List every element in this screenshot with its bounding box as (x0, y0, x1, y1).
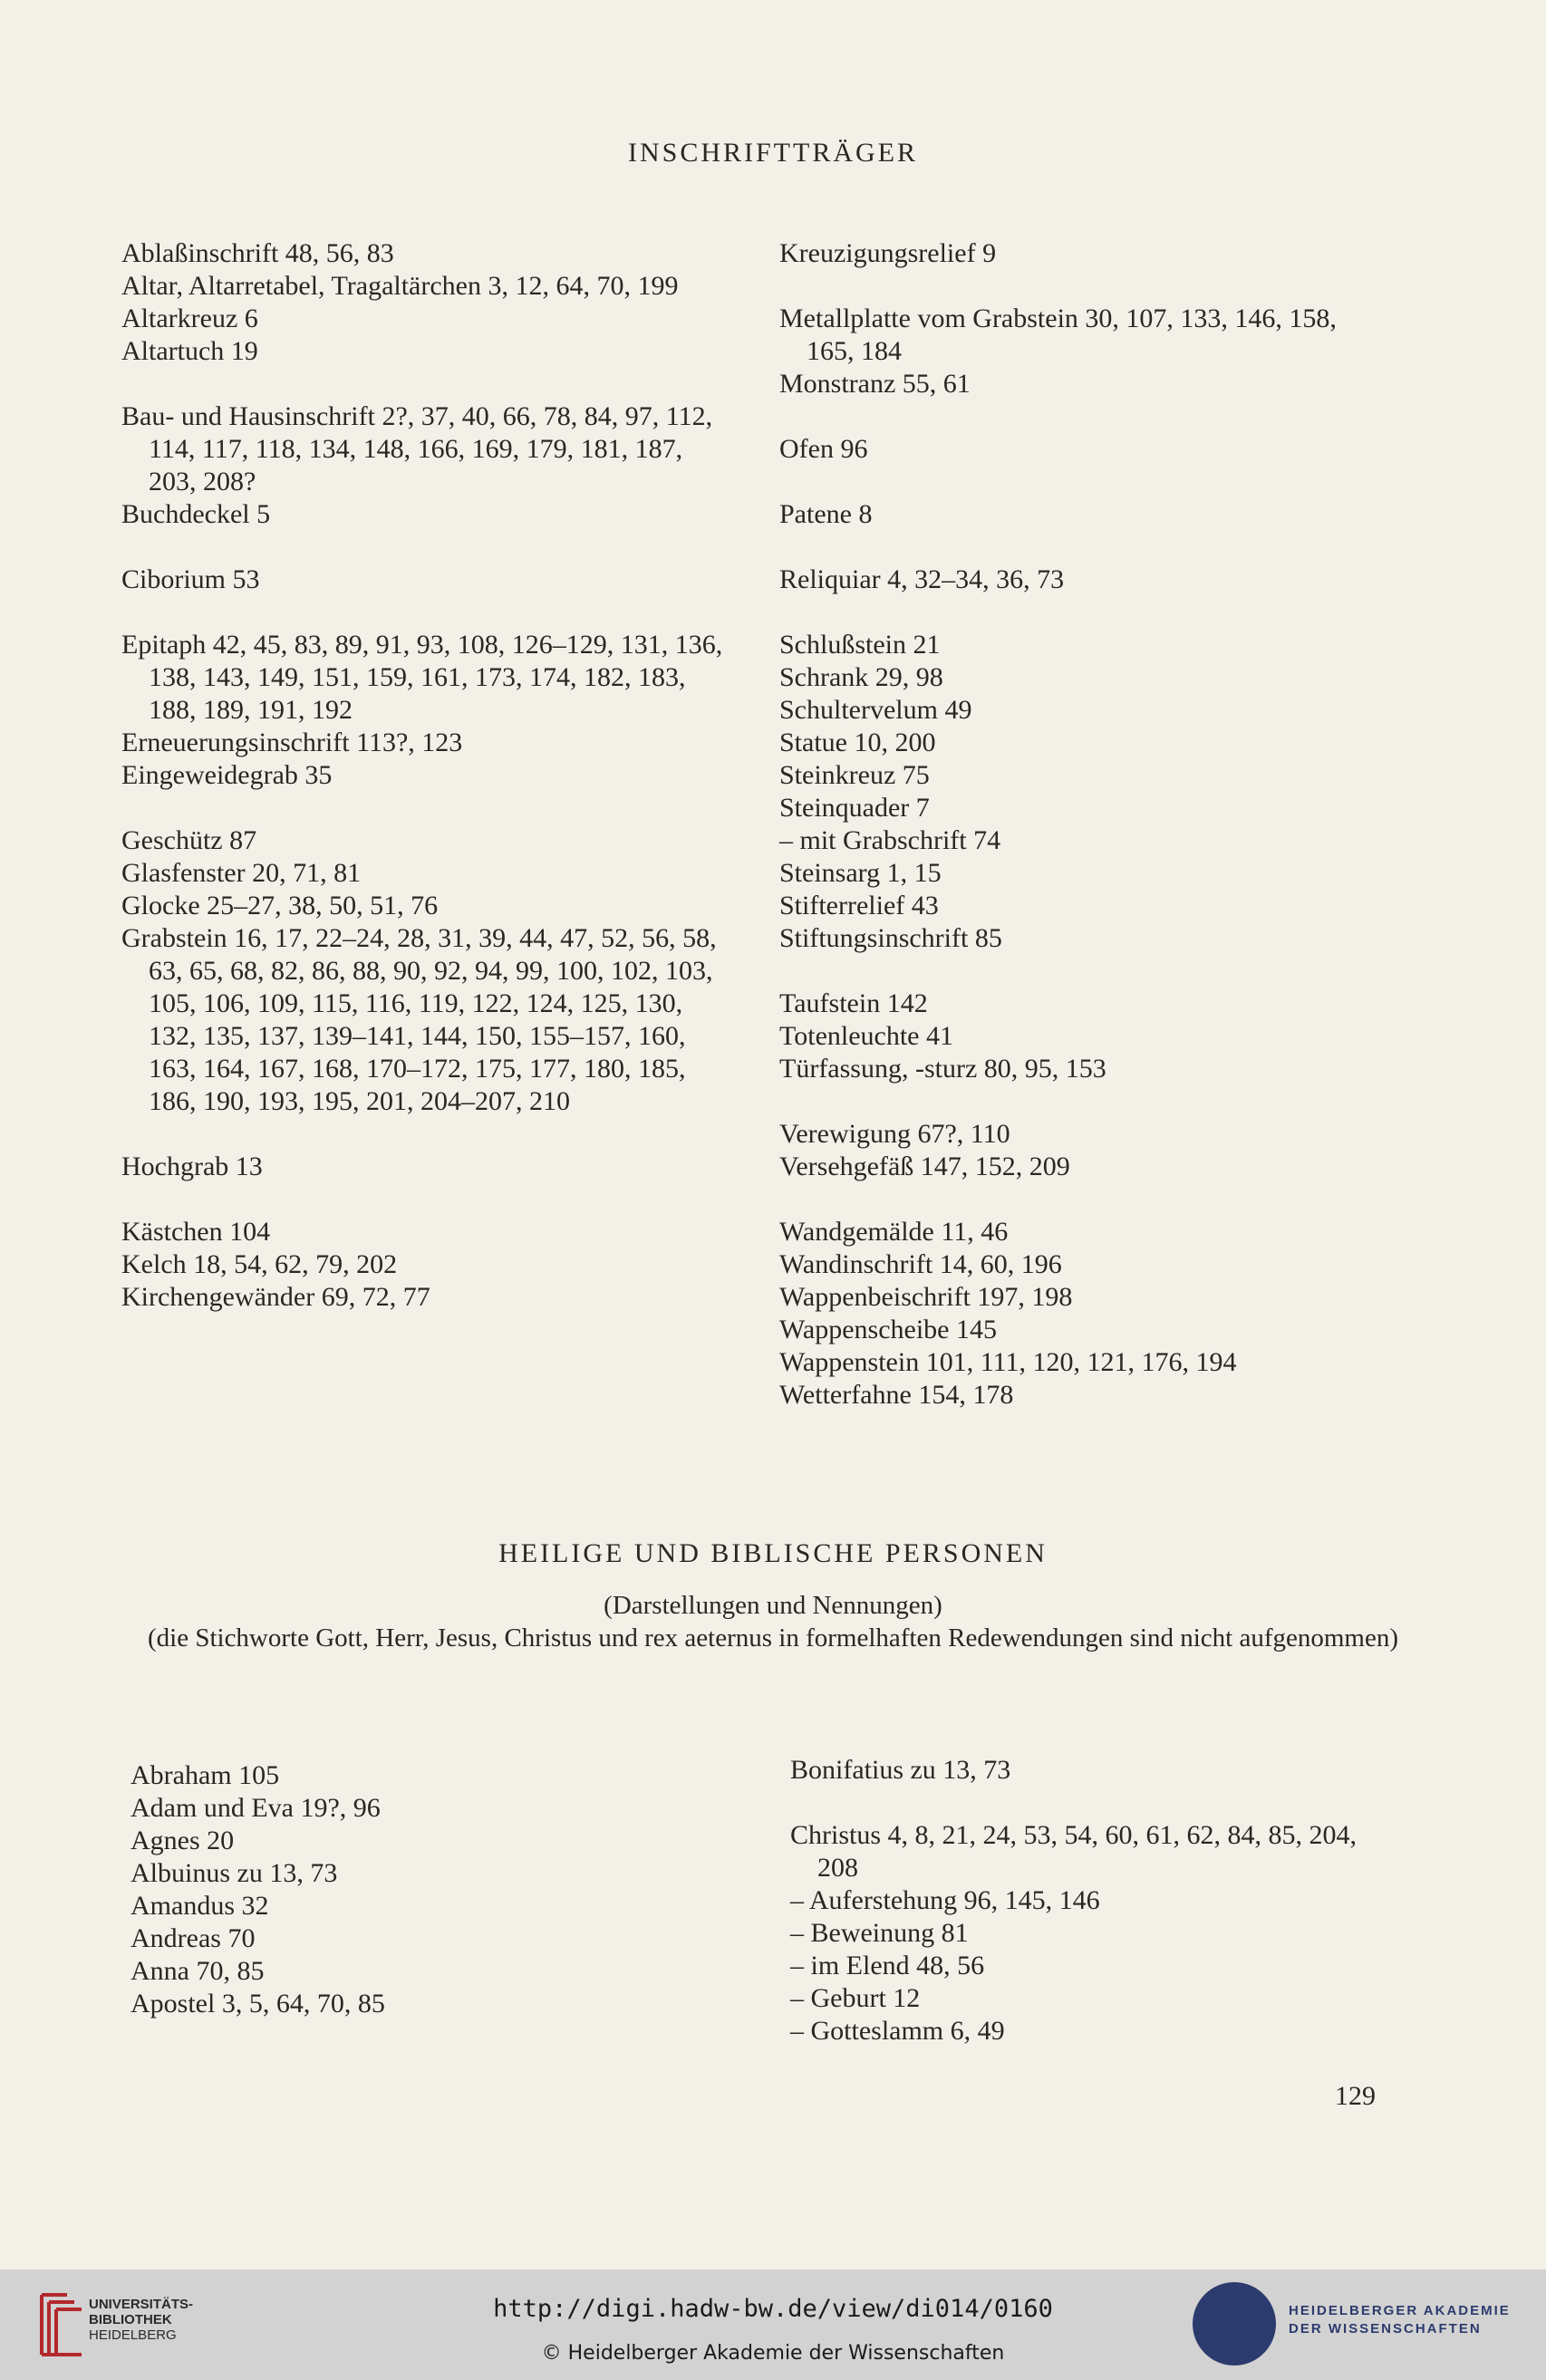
index-entry: Epitaph 42, 45, 83, 89, 91, 93, 108, 126–129, 131, 136, 138, 143, 149, 151, 159, 161, 173, 174, 182, 183, 188, 189, 191, 192 (121, 630, 723, 725)
index-entry: Steinquader 7 (779, 793, 930, 823)
index-entry: Adam und Eva 19?, 96 (130, 1793, 381, 1823)
entry-gap (790, 1787, 1393, 1819)
academy-seal-icon (1193, 2282, 1276, 2366)
entry-gap (121, 792, 724, 824)
index-entry: Erneuerungsinschrift 113?, 123 (121, 727, 463, 757)
entry-gap (121, 1118, 724, 1151)
index-entry: Ciborium 53 (121, 564, 260, 594)
index-entry: Apostel 3, 5, 64, 70, 85 (130, 1989, 385, 2019)
page-number: 129 (1335, 2081, 1376, 2111)
index-entry: Reliquiar 4, 32–34, 36, 73 (779, 564, 1065, 594)
index-entry: Altarkreuz 6 (121, 304, 258, 333)
entry-gap (779, 466, 1382, 498)
index-entry: Stifterrelief 43 (779, 891, 939, 920)
index-entry: Glocke 25–27, 38, 50, 51, 76 (121, 891, 439, 920)
section-note: (die Stichworte Gott, Herr, Jesus, Christus und rex aeternus in formelhaften Redewendungen sind nicht aufgenommen) (147, 1624, 1399, 1653)
entry-gap (779, 1085, 1382, 1118)
index-entry: Totenleuchte 41 (779, 1021, 953, 1051)
permalink-url[interactable]: http://digi.hadw-bw.de/view/di014/0160 (493, 2295, 1053, 2323)
index-entry: Kreuzigungsrelief 9 (779, 238, 997, 268)
index-entry: Wappenstein 101, 111, 120, 121, 176, 194 (779, 1347, 1237, 1377)
index-entry: Wandinschrift 14, 60, 196 (779, 1249, 1062, 1279)
index-entry: Wandgemälde 11, 46 (779, 1217, 1009, 1247)
index-entry: Kirchengewänder 69, 72, 77 (121, 1282, 430, 1312)
index-entry: Anna 70, 85 (130, 1956, 265, 1986)
index-entry: Glasfenster 20, 71, 81 (121, 858, 362, 888)
university-library-name: UNIVERSITÄTS- BIBLIOTHEK HEIDELBERG (89, 2297, 194, 2343)
index-entry: Christus 4, 8, 21, 24, 53, 54, 60, 61, 62, 84, 85, 204, 208 (790, 1820, 1358, 1883)
index-entry: Altartuch 19 (121, 336, 258, 366)
index-entry: Amandus 32 (130, 1891, 269, 1921)
index-entry: Stiftungsinschrift 85 (779, 923, 1002, 953)
index-entry: Schlußstein 21 (779, 630, 941, 660)
index-entry: Agnes 20 (130, 1826, 235, 1855)
index-column-right (779, 237, 1382, 1412)
index-entry: – mit Grabschrift 74 (779, 825, 1001, 855)
index-entry: – im Elend 48, 56 (790, 1951, 985, 1980)
index-entry: Altar, Altarretabel, Tragaltärchen 3, 12, 64, 70, 199 (121, 271, 679, 301)
index-entry: Albuinus zu 13, 73 (130, 1858, 338, 1888)
index-entry: Eingeweidegrab 35 (121, 760, 333, 790)
entry-gap (121, 368, 724, 400)
entry-gap (779, 531, 1382, 564)
index-column-left-2 (130, 1759, 733, 2020)
index-entry: Bonifatius zu 13, 73 (790, 1755, 1011, 1785)
entry-gap (121, 596, 724, 629)
index-entry: Bau- und Hausinschrift 2?, 37, 40, 66, 78, 84, 97, 112, 114, 117, 118, 134, 148, 166, 169, 179, 181, 187, 203, 208? (121, 401, 713, 496)
index-entry: Geschütz 87 (121, 825, 257, 855)
index-entry: Kelch 18, 54, 62, 79, 202 (121, 1249, 398, 1279)
index-entry: – Beweinung 81 (790, 1918, 969, 1948)
index-entry: Grabstein 16, 17, 22–24, 28, 31, 39, 44, 47, 52, 56, 58, 63, 65, 68, 82, 86, 88, 90, 92, 94, 99, 100, 102, 103, 105, 106, 109, 115, 116, 119, 122, 124, 125, 130, 132, 135, 137, 139–141, 144, 150, 155–157, 160, 163, 164, 167, 168, 170–172, 175, 177, 180, 185, 186, 190, 193, 195, 201, 204–207, 210 (121, 923, 717, 1116)
entry-gap (779, 1183, 1382, 1216)
index-entry: Monstranz 55, 61 (779, 369, 971, 399)
section-title-heilige: HEILIGE UND BIBLISCHE PERSONEN (498, 1538, 1048, 1568)
index-entry: Abraham 105 (130, 1760, 280, 1790)
entry-gap (779, 596, 1382, 629)
index-entry: Wappenscheibe 145 (779, 1315, 997, 1344)
index-entry: Wappenbeischrift 197, 198 (779, 1282, 1073, 1312)
index-entry: Schultervelum 49 (779, 695, 972, 725)
index-entry: Metallplatte vom Grabstein 30, 107, 133, 146, 158, 165, 184 (779, 304, 1337, 366)
entry-gap (121, 1183, 724, 1216)
index-entry: Ofen 96 (779, 434, 868, 464)
index-entry: Kästchen 104 (121, 1217, 271, 1247)
index-entry: Schrank 29, 98 (779, 662, 943, 692)
index-entry: Buchdeckel 5 (121, 499, 271, 529)
index-entry: Verewigung 67?, 110 (779, 1119, 1010, 1149)
entry-gap (779, 400, 1382, 433)
index-column-right-2 (790, 1754, 1393, 2048)
index-entry: Hochgrab 13 (121, 1151, 263, 1181)
index-entry: Statue 10, 200 (779, 727, 936, 757)
index-entry: Patene 8 (779, 499, 873, 529)
footer-bar (0, 2269, 1546, 2380)
index-entry: Steinsarg 1, 15 (779, 858, 942, 888)
copyright-notice: © Heidelberger Akademie der Wissenschaften (541, 2342, 1005, 2365)
index-entry: Steinkreuz 75 (779, 760, 930, 790)
index-column-left (121, 237, 724, 1314)
index-entry: Ablaßinschrift 48, 56, 83 (121, 238, 394, 268)
section-title-inschrifttraeger: INSCHRIFTTRÄGER (627, 138, 919, 168)
index-entry: Türfassung, -sturz 80, 95, 153 (779, 1054, 1106, 1084)
index-entry: Wetterfahne 154, 178 (779, 1380, 1014, 1410)
index-entry: – Geburt 12 (790, 1983, 921, 2013)
entry-gap (121, 531, 724, 564)
index-entry: Versehgefäß 147, 152, 209 (779, 1151, 1070, 1181)
index-entry: – Auferstehung 96, 145, 146 (790, 1885, 1100, 1915)
index-entry: Andreas 70 (130, 1923, 256, 1953)
entry-gap (779, 955, 1382, 988)
academy-name: HEIDELBERGER AKADEMIE DER WISSENSCHAFTEN (1289, 2303, 1511, 2337)
index-entry: – Gotteslamm 6, 49 (790, 2016, 1005, 2046)
index-entry: Taufstein 142 (779, 988, 928, 1018)
entry-gap (779, 270, 1382, 303)
section-subtitle: (Darstellungen und Nennungen) (604, 1591, 942, 1620)
